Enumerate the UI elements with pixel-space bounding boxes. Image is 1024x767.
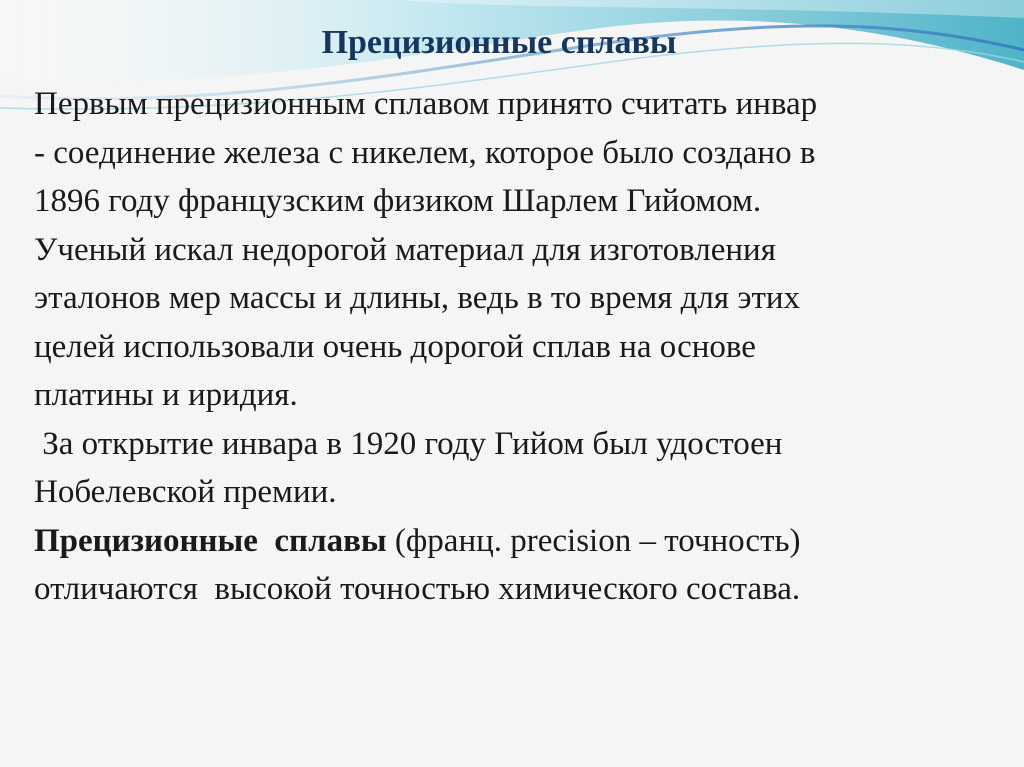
- body-line: - соединение железа с никелем, которое было создано в: [34, 134, 816, 171]
- body-line: За открытие инвара в 1920 году Гийом был удостоен: [34, 425, 783, 462]
- body-line: Первым прецизионным сплавом принято считать инвар: [34, 86, 818, 122]
- definition-etymology: (франц. precision – точность): [386, 522, 801, 559]
- definition-line-2: отличаются высокой точностью химического состава.: [34, 571, 801, 607]
- slide-title: Прецизионные сплавы: [321, 24, 677, 61]
- definition-term: Прецизионные сплавы: [34, 522, 387, 559]
- body-line: 1896 году французским физиком Шарлем Гийомом.: [34, 183, 762, 219]
- body-line: платины и иридия.: [34, 377, 298, 413]
- body-line: Нобелевской премии.: [34, 474, 337, 510]
- body-line: эталонов мер массы и длины, ведь в то время для этих: [34, 280, 801, 316]
- body-line: целей использовали очень дорогой сплав на основе: [34, 328, 756, 365]
- definition-line: [34, 517, 994, 566]
- body-line: Ученый искал недорогой материал для изготовления: [34, 231, 776, 268]
- slide-body: [34, 80, 994, 614]
